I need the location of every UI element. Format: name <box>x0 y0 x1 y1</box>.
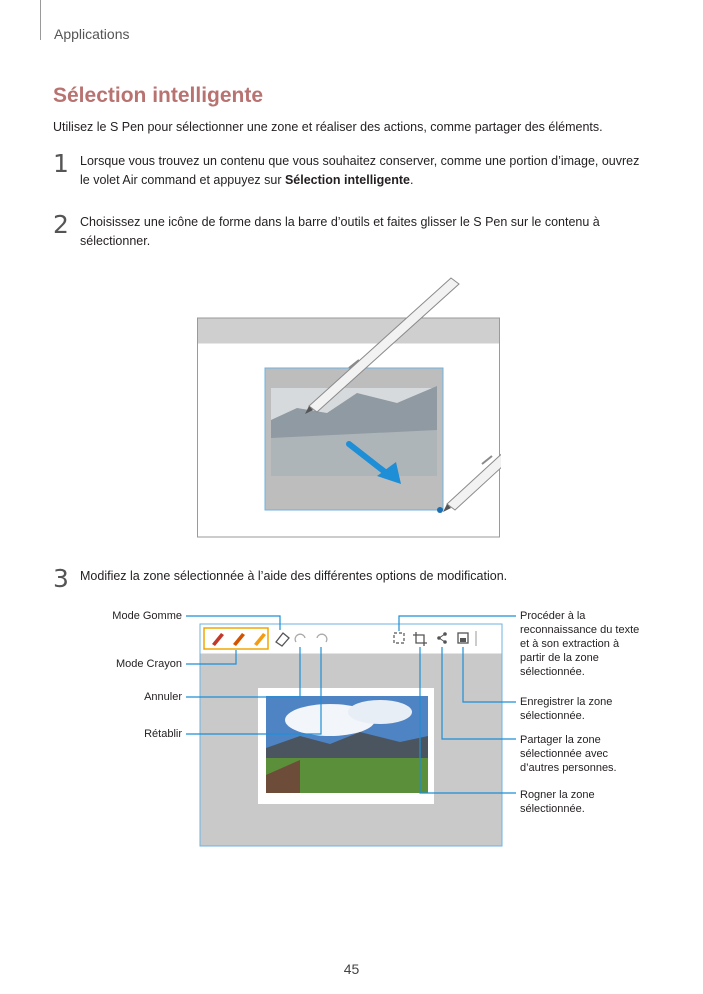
page-title: Sélection intelligente <box>53 84 264 107</box>
chapter-rule <box>40 0 41 40</box>
step-number: 1 <box>53 149 69 178</box>
step-number: 3 <box>53 564 69 593</box>
step-number: 2 <box>53 210 69 239</box>
pen-tip-dot <box>437 507 443 513</box>
landscape-photo <box>266 696 428 793</box>
page-number: 45 <box>343 961 360 977</box>
selection-illustration <box>197 268 501 538</box>
chapter-header: Applications <box>54 26 130 42</box>
callout-pencil-mode: Mode Crayon <box>115 658 182 670</box>
step-text: Modifiez la zone sélectionnée à l’aide des différentes options de modification. <box>80 569 508 583</box>
callout-save: Enregistrer la zone sélectionnée. <box>520 696 613 722</box>
screen-header <box>198 319 499 344</box>
callout-share: Partager la zone sélectionnée avec d’autres personnes. <box>520 734 617 774</box>
step-text: Lorsque vous trouvez un contenu que vous souhaitez conserver, comme une portion d’image, ouvrez le volet Air command et appuyez sur Sélection intelligente. <box>80 154 640 187</box>
landscape-photo <box>271 386 437 476</box>
step-text: Choisissez une icône de forme dans la barre d’outils et faites glisser le S Pen sur le contenu à sélectionner. <box>80 215 600 248</box>
intro-text: Utilisez le S Pen pour sélectionner une zone et réaliser des actions, comme partager des éléments. <box>53 120 603 134</box>
callout-eraser-mode: Mode Gomme <box>112 610 182 622</box>
callout-text-extraction: Procéder à la reconnaissance du texte et à son extraction à partir de la zone sélectionnée. <box>520 610 640 678</box>
callout-redo: Rétablir <box>144 728 182 740</box>
callout-crop: Rogner la zone sélectionnée. <box>520 789 595 815</box>
step-bold-term: Sélection intelligente <box>284 173 410 187</box>
callout-undo: Annuler <box>144 691 182 703</box>
